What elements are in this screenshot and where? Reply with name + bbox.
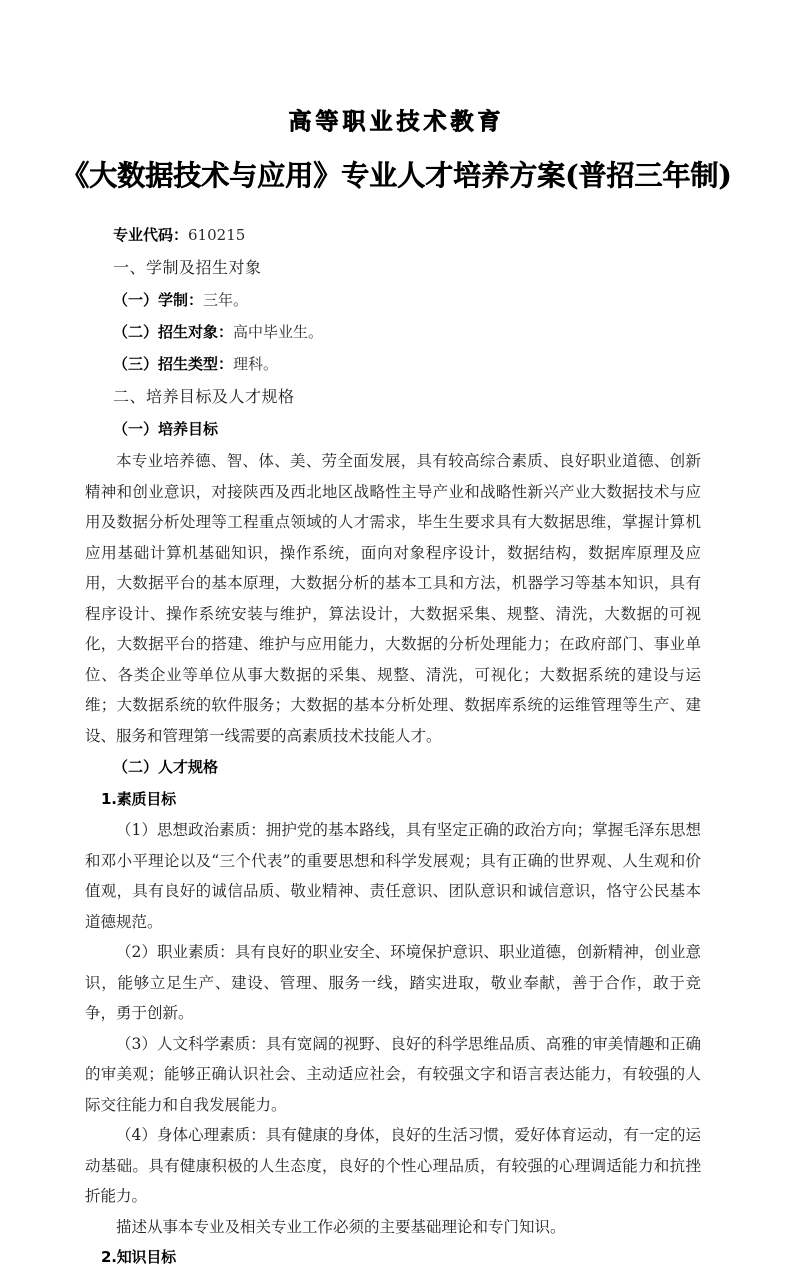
paragraph-training-objective: 本专业培养德、智、体、美、劳全面发展，具有较高综合素质、良好职业道德、创新精神和创业意识，对接陕西及西北地区战略性主导产业和战略性新兴产业大数据技术与应用及数据分析处理等工程重点领域的人才需求，毕生生要求具有大数据思维，掌握计算机应用基础计算机基础知识，操作系统，面向对象程序设计，数据结构，数据库原理及应用，大数据平台的基本原理，大数据分析的基本工具和方法，机器学习等基本知识，具有程序设计、操作系统安装与维护，算法设计，大数据采集、规整、清洗，大数据的可视化，大数据平台的搭建、维护与应用能力，大数据的分析处理能力；在政府部门、事业单位、各类企业等单位从事大数据的采集、规整、清洗，可视化；大数据系统的建设与运维；大数据系统的软件服务；大数据的基本分析处理、数据库系统的运维管理等生产、建设、服务和管理第一线需要的高素质技术技能人才。	[85, 452, 701, 745]
paragraph-knowledge-intro: 描述从事本专业及相关专业工作必须的主要基础理论和专门知识。	[116, 1217, 566, 1236]
item-enrollment-type	[85, 348, 701, 380]
item-enrollment-target-label: （二）招生对象：	[113, 323, 234, 341]
item-schooling-system-value: 三年。	[203, 291, 249, 309]
page-title-sub: 《大数据技术与应用》专业人才培养方案(普招三年制)	[61, 159, 732, 192]
major-code-row	[85, 219, 701, 251]
subsection-heading-training-objective: （一）培养目标	[113, 420, 219, 438]
paragraph-quality-item-4: （4）身体心理素质：具有健康的身体，良好的生活习惯，爱好体育运动，有一定的运动基础。具有健康积极的人生态度，良好的个性心理品质，有较强的心理调适能力和抗挫折能力。	[85, 1126, 701, 1205]
section-heading-2: 二、培养目标及人才规格	[113, 387, 295, 406]
major-code-label: 专业代码：	[113, 226, 189, 244]
paragraph-quality-item-2: （2）职业素质：具有良好的职业安全、环境保护意识、职业道德，创新精神，创业意识，能够立足生产、建设、管理、服务一线，踏实进取，敬业奉献，善于合作，敢于竞争，勇于创新。	[85, 943, 701, 1022]
paragraph-quality-item-3: （3）人文科学素质：具有宽阔的视野、良好的科学思维品质、高雅的审美情趣和正确的审美观；能够正确认识社会、主动适应社会，有较强文字和语言表达能力，有较强的人际交往能力和自我发展能力。	[85, 1034, 701, 1114]
item-enrollment-target-value: 高中毕业生。	[233, 323, 324, 341]
item-enrollment-type-label: （三）招生类型：	[113, 355, 234, 373]
item-schooling-system-label: （一）学制：	[113, 291, 204, 309]
page-title-main: 高等职业技术教育	[288, 109, 505, 135]
document-body	[85, 219, 701, 1273]
subsection-heading-knowledge-objective: 2.知识目标	[101, 1248, 176, 1266]
major-code-value: 610215	[188, 226, 246, 244]
item-enrollment-target	[85, 316, 701, 348]
subsection-heading-quality-objective: 1.素质目标	[101, 790, 176, 808]
section-heading-1: 一、学制及招生对象	[113, 258, 262, 277]
item-schooling-system	[85, 284, 701, 316]
subsection-heading-talent-spec: （二）人才规格	[113, 758, 219, 776]
paragraph-quality-item-1: （1）思想政治素质：拥护党的基本路线，具有坚定正确的政治方向；掌握毛泽东思想和邓小平理论以及“三个代表”的重要思想和科学发展观；具有正确的世界观、人生观和价值观，具有良好的诚信品质、敬业精神、责任意识、团队意识和诚信意识，恪守公民基本道德规范。	[85, 821, 701, 931]
item-enrollment-type-value: 理科。	[233, 355, 279, 373]
